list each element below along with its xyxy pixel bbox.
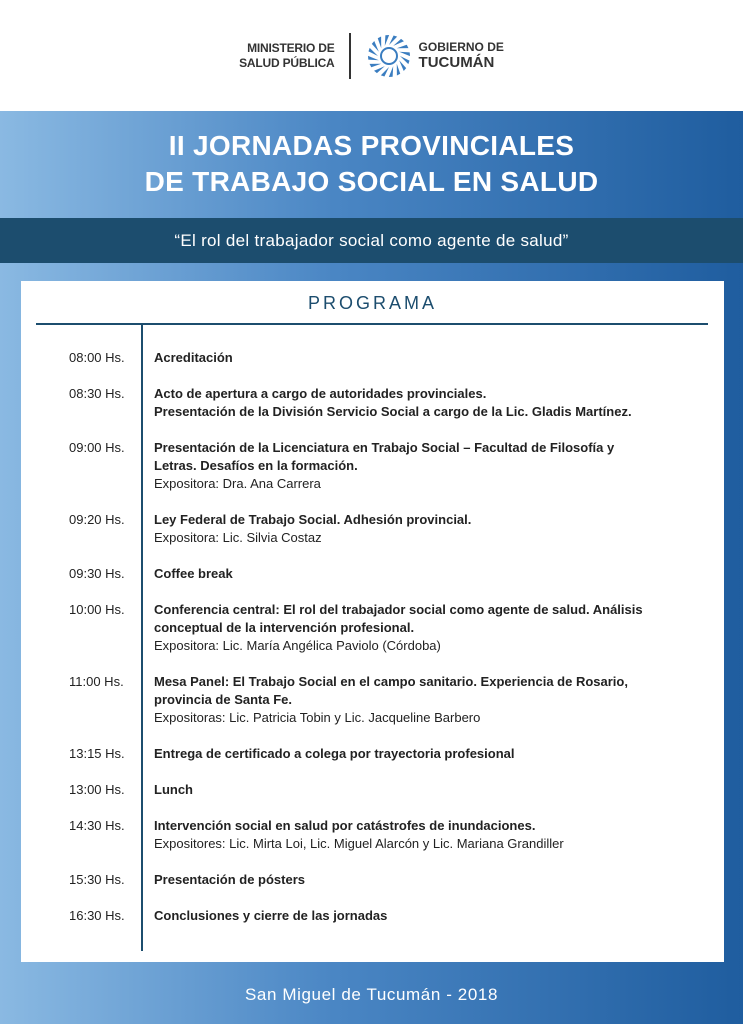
item-title-line: Conferencia central: El rol del trabajador social como agente de salud. Análisis: [154, 602, 643, 617]
item-time: 10:00 Hs.: [69, 602, 125, 617]
item-time: 16:30 Hs.: [69, 908, 125, 923]
item-time: 15:30 Hs.: [69, 872, 125, 887]
item-time: 08:00 Hs.: [69, 350, 125, 365]
subtitle-band: [0, 218, 743, 263]
item-speaker: Expositora: Dra. Ana Carrera: [154, 476, 321, 491]
header-bar: [0, 0, 743, 111]
heading-rule: [36, 323, 708, 325]
item-content: [154, 781, 714, 799]
item-content: [154, 349, 714, 367]
item-time: 09:00 Hs.: [69, 440, 125, 455]
item-speaker: Expositora: Lic. María Angélica Paviolo (Córdoba): [154, 638, 441, 653]
item-content: [154, 565, 714, 583]
item-time: 11:00 Hs.: [69, 674, 124, 689]
item-title-line: Coffee break: [154, 566, 233, 581]
footer-location-year: San Miguel de Tucumán - 2018: [244, 985, 499, 1004]
subtitle: “El rol del trabajador social como agente de salud”: [174, 231, 569, 250]
item-title-line: Conclusiones y cierre de las jornadas: [154, 908, 388, 923]
item-title-line: Mesa Panel: El Trabajo Social en el campo sanitario. Experiencia de Rosario,: [154, 674, 628, 689]
page-title: [0, 128, 743, 200]
gov-line1: GOBIERNO DE: [418, 40, 504, 54]
ministry-logo: [239, 41, 348, 71]
item-content: [154, 745, 714, 763]
item-title-line: Presentación de la Licenciatura en Trabajo Social – Facultad de Filosofía y: [154, 440, 615, 455]
item-title-line: Acreditación: [154, 350, 233, 365]
item-content: [154, 385, 714, 421]
title-line1: II JORNADAS PROVINCIALES: [168, 130, 575, 161]
item-time: 09:20 Hs.: [69, 512, 125, 527]
item-time: 13:00 Hs.: [69, 782, 125, 797]
ministry-line2: SALUD PÚBLICA: [239, 55, 335, 70]
item-title-line: Letras. Desafíos en la formación.: [154, 458, 358, 473]
item-time: 14:30 Hs.: [69, 818, 125, 833]
item-content: [154, 817, 714, 853]
item-time: 09:30 Hs.: [69, 566, 125, 581]
gov-line2: TUCUMÁN: [418, 54, 495, 71]
item-title-line: conceptual de la intervención profesional.: [154, 620, 415, 635]
item-time: 13:15 Hs.: [69, 746, 125, 761]
item-title-line: Intervención social en salud por catástrofes de inundaciones.: [154, 818, 536, 833]
item-content: [154, 511, 714, 547]
program-heading: PROGRAMA: [307, 293, 437, 313]
item-speaker: Expositora: Lic. Silvia Costaz: [154, 530, 322, 545]
item-content: [154, 673, 714, 727]
item-speaker: Expositores: Lic. Mirta Loi, Lic. Miguel Alarcón y Lic. Mariana Grandiller: [154, 836, 564, 851]
item-content: [154, 439, 714, 493]
title-line2: DE TRABAJO SOCIAL EN SALUD: [144, 166, 599, 197]
item-title-line: provincia de Santa Fe.: [154, 692, 292, 707]
item-title-line: Acto de apertura a cargo de autoridades provinciales.: [154, 386, 487, 401]
item-title-line: Ley Federal de Trabajo Social. Adhesión provincial.: [154, 512, 472, 527]
item-title-line: Presentación de la División Servicio Social a cargo de la Lic. Gladis Martínez.: [154, 404, 632, 419]
item-title-line: Lunch: [154, 782, 193, 797]
item-content: [154, 907, 714, 925]
item-speaker: Expositoras: Lic. Patricia Tobin y Lic. Jacqueline Barbero: [154, 710, 481, 725]
item-content: [154, 601, 714, 655]
government-logo: [351, 34, 504, 78]
item-title-line: Presentación de pósters: [154, 872, 305, 887]
program-card: [21, 281, 724, 962]
sun-emblem-icon: [367, 34, 411, 78]
item-title-line: Entrega de certificado a colega por trayectoria profesional: [154, 746, 515, 761]
ministry-line1: MINISTERIO DE: [247, 40, 335, 55]
item-content: [154, 871, 714, 889]
timeline-divider: [141, 325, 143, 951]
item-time: 08:30 Hs.: [69, 386, 125, 401]
